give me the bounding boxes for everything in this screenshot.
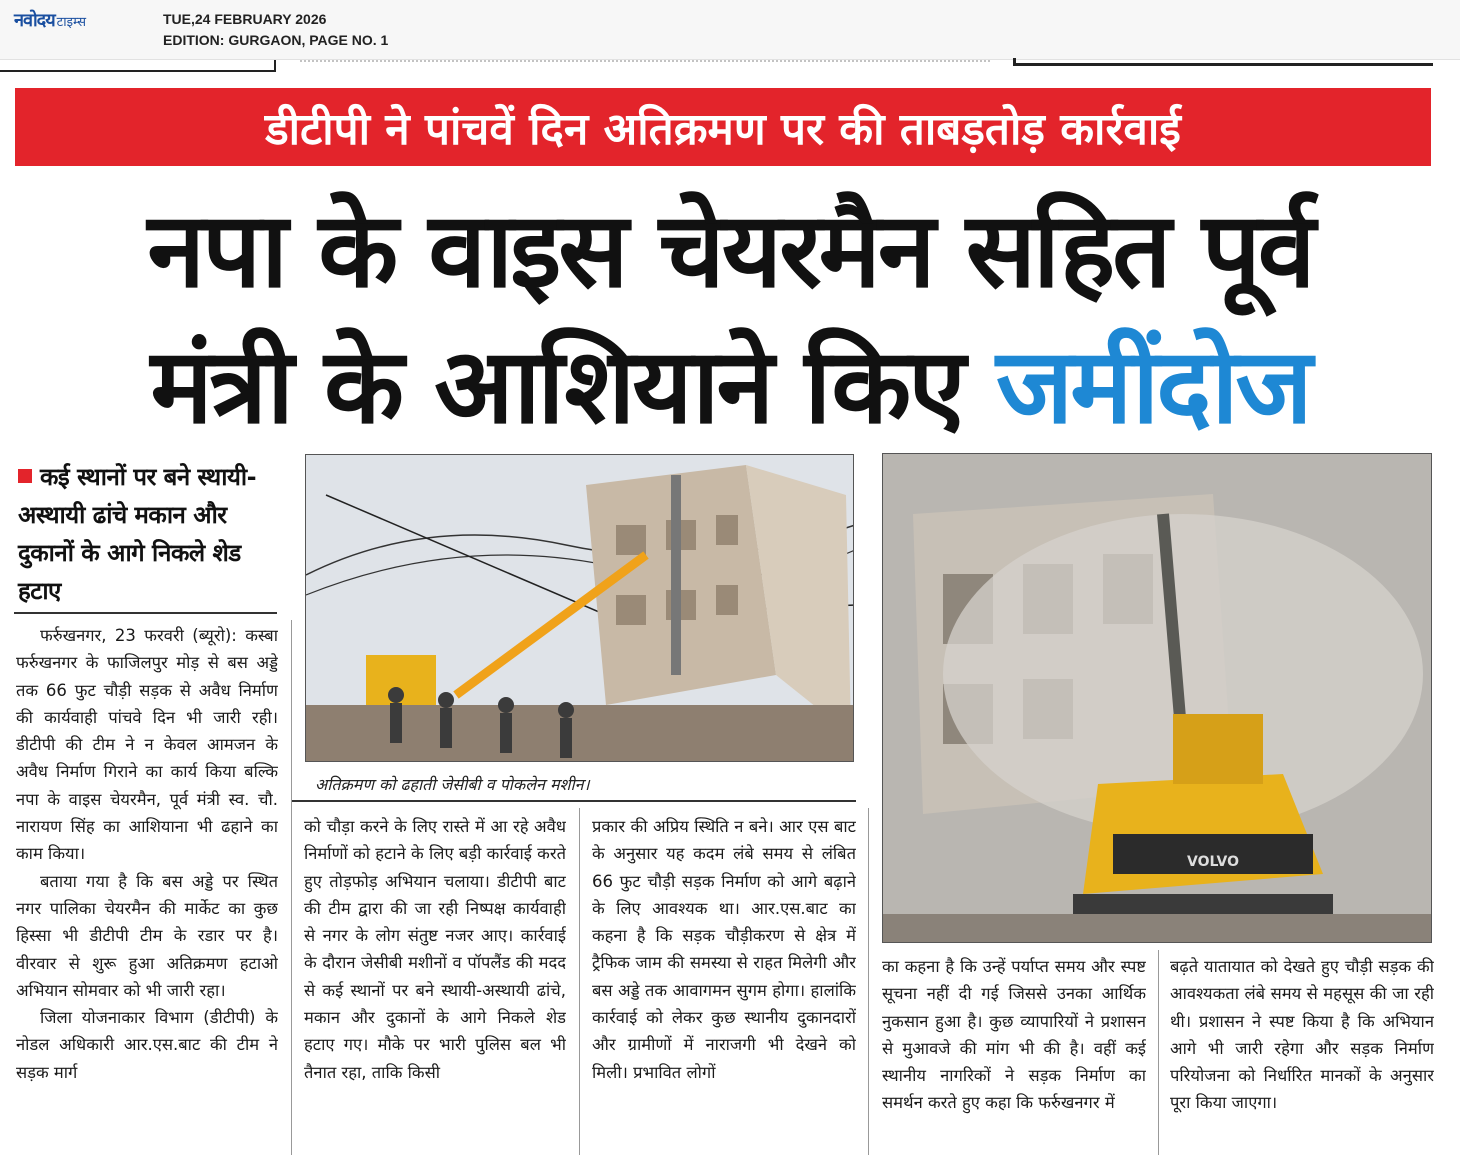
- edition-date: TUE,24 FEBRUARY 2026: [163, 11, 327, 27]
- article-column-5: [1170, 953, 1434, 1153]
- column-1-paragraph-2: बताया गया है कि बस अड्डे पर स्थित नगर पालिका चेयरमैन की मार्केट का कुछ हिस्सा भी डीटीपी टीम के रडार पर है। वीरवार से शुरू हुआ अतिक्रमण हटाओ अभियान सोमवार को भी जारी रहा।: [16, 871, 278, 1000]
- photo-2-illustration: [883, 454, 1432, 943]
- headline-line-2: [20, 318, 1440, 454]
- headline-accent: जमींदोज: [995, 325, 1310, 447]
- sub-deck: [18, 458, 276, 610]
- column-4-text: का कहना है कि उन्हें पर्याप्त समय और स्पष्ट सूचना नहीं दी गई जिससे उनका आर्थिक नुकसान हुआ है। कुछ व्यापारियों ने प्रशासन से मुआवजे की मांग भी की है। वहीं कई स्थानीय नागरिकों ने सड़क निर्माण का समर्थन करते हुए कहा कि फर्रुखनगर में: [882, 957, 1146, 1113]
- article-column-1: [16, 622, 278, 1152]
- red-square-bullet-icon: [18, 469, 32, 483]
- headline: [20, 182, 1440, 454]
- kicker-text: डीटीपी ने पांचवें दिन अतिक्रमण पर की ताबड़तोड़ कार्रवाई: [265, 104, 1181, 155]
- deck-divider: [14, 612, 277, 614]
- logo-sub: टाइम्स: [56, 15, 86, 30]
- photo-caption: अतिक्रमण को ढहाती जेसीबी व पोकलेन मशीन।: [315, 775, 590, 794]
- edition-info: [163, 9, 388, 51]
- column-rule-1: [291, 620, 292, 1155]
- headline-line-1: नपा के वाइस चेयरमैन सहित पूर्व: [147, 189, 1313, 311]
- column-3-text: प्रकार की अप्रिय स्थिति न बने। आर एस बाट के अनुसार यह कदम लंबे समय से लंबित 66 फुट चौड़ी सड़क निर्माण को आगे बढ़ाने के लिए आवश्यक था। आर.एस.बाट का कहना है कि सड़क चौड़ीकरण से क्षेत्र में ट्रैफिक जाम की समस्या से राहत मिलेगी और बस अड्डे तक आवागमन सुगम होगा। हालांकि कार्रवाई को लेकर कुछ स्थानीय दुकानदारों और ग्रामीणों में नाराजगी भी देखने को मिली। प्रभावित लोगों: [592, 817, 856, 1082]
- kicker-banner: [15, 88, 1431, 166]
- column-rule-4: [1158, 950, 1159, 1155]
- deck-text: कई स्थानों पर बने स्थायी-अस्थायी ढांचे मकान और दुकानों के आगे निकले शेड हटाए: [18, 463, 257, 605]
- column-rule-2: [579, 808, 580, 1155]
- crop-edge-right: [1013, 58, 1433, 66]
- column-rule-3: [868, 808, 869, 1155]
- article-column-4: [882, 953, 1146, 1153]
- crop-edge-middle: [300, 56, 990, 62]
- excavator-brand-label: VOLVO: [1187, 854, 1239, 870]
- column-1-paragraph-1: फर्रुखनगर, 23 फरवरी (ब्यूरो): कस्बा फर्रुखनगर के फाजिलपुर मोड़ से बस अड्डे तक 66 फुट चौड़ी सड़क से अवैध निर्माण की कार्यवाही पांचवे दिन भी जारी रही। डीटीपी की टीम ने न केवल आमजन के अवैध निर्माण गिराने का कार्य किया बल्कि नपा के वाइस चेयरमैन, पूर्व मंत्री स्व. चौ. नारायण सिंह का आशियाना भी ढहाने का काम किया।: [16, 626, 278, 864]
- page-header: [0, 0, 1460, 60]
- headline-line-2-main: मंत्री के आशियाने किए: [150, 325, 963, 447]
- column-2-text: को चौड़ा करने के लिए रास्ते में आ रहे अवैध निर्माणों को हटाने के लिए बड़ी कार्रवाई करते हुए तोड़फोड़ अभियान चलाया। डीटीपी बाट की टीम द्वारा की जा रही निष्पक्ष कार्यवाही से नगर के लोग संतुष्ट नजर आए। कार्रवाई के दौरान जेसीबी मशीनों व पॉपलैंड की मदद से कई स्थानों पर बने स्थायी-अस्थायी ढांचे, मकान और दुकानों के आगे निकले शेड हटाए गए। मौके पर भारी पुलिस बल भी तैनात रहा, ताकि किसी: [304, 817, 566, 1082]
- article-column-2: [304, 813, 566, 1153]
- logo-main: नवोदय: [14, 10, 55, 31]
- photo-jcb-demolition[interactable]: [305, 454, 854, 762]
- photo-excavator-demolition[interactable]: [882, 453, 1432, 943]
- newspaper-logo[interactable]: [14, 8, 86, 32]
- article-column-3: [592, 813, 856, 1153]
- crop-edge-left: [0, 60, 276, 72]
- column-5-text: बढ़ते यातायात को देखते हुए चौड़ी सड़क की आवश्यकता लंबे समय से महसूस की जा रही थी। प्रशासन ने स्पष्ट किया है कि अभियान आगे भी जारी रहेगा और सड़क निर्माण परियोजना को निर्धारित मानकों के अनुसार पूरा किया जाएगा।: [1170, 957, 1434, 1113]
- photo-1-illustration: [306, 455, 854, 762]
- caption-divider: [292, 800, 856, 802]
- column-1-paragraph-3: जिला योजनाकार विभाग (डीटीपी) के नोडल अधिकारी आर.एस.बाट की टीम ने सड़क मार्ग: [16, 1008, 278, 1082]
- edition-page: EDITION: GURGAON, PAGE NO. 1: [163, 32, 389, 48]
